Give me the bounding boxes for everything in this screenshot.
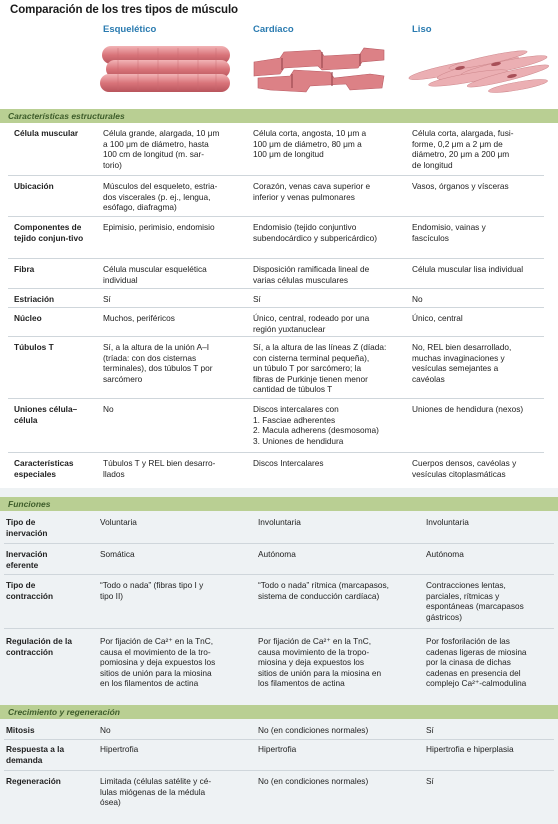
cell-skeletal: Túbulos T y REL bien desarro- llados xyxy=(103,458,216,479)
cell-smooth: Endomisio, vainas y fascículos xyxy=(412,222,486,243)
row-label: Núcleo xyxy=(14,313,42,323)
divider xyxy=(8,175,544,176)
row-label: Ubicación xyxy=(14,181,54,191)
divider xyxy=(4,739,554,740)
cell-smooth: Sí xyxy=(426,776,434,786)
divider xyxy=(4,770,554,771)
cell-cardiac: Sí, a la altura de las líneas Z (díada: con cisterna terminal pequeña), un túbulo T por sarcómero; la fibras de Purkinje tienen menor cantidad de túbulos T xyxy=(253,342,387,394)
divider xyxy=(4,543,554,544)
cell-skeletal: Célula grande, alargada, 10 μm a 100 μm de diámetro, hasta 100 cm de longitud (m. sar- torio) xyxy=(103,128,220,170)
cell-smooth: No xyxy=(412,294,423,304)
cell-smooth: Sí xyxy=(426,725,434,735)
cell-cardiac: Autónoma xyxy=(258,549,296,559)
page-title: Comparación de los tres tipos de músculo xyxy=(10,4,238,16)
cell-cardiac: Por fijación de Ca²⁺ en la TnC, causa movimiento de la tropo- miosina y deja expuestos los sitios de unión para la miosina en los filamentos de actina xyxy=(258,636,382,688)
row-label: Regeneración xyxy=(6,776,61,786)
cell-smooth: Contracciones lentas, parciales, rítmicas y espontáneas (marcapasos gástricos) xyxy=(426,580,524,622)
cell-smooth: Célula corta, alargada, fusi- forme, 0,2 μm a 2 μm de diámetro, 20 μm a 200 μm de longitud xyxy=(412,128,514,170)
row-label: Célula muscular xyxy=(14,128,79,138)
row-label: Regulación de la contracción xyxy=(6,636,72,657)
cell-cardiac: Disposición ramificada lineal de varias células musculares xyxy=(253,264,370,285)
row-label: Respuesta a la demanda xyxy=(6,744,65,765)
divider xyxy=(8,336,544,337)
divider xyxy=(4,628,554,629)
row-label: Fibra xyxy=(14,264,35,274)
divider xyxy=(8,307,544,308)
cell-skeletal: Muchos, periféricos xyxy=(103,313,175,323)
cell-skeletal: No xyxy=(100,725,111,735)
divider xyxy=(8,452,544,453)
column-header-smooth: Liso xyxy=(412,24,432,35)
cell-smooth: Por fosforilación de las cadenas ligeras de miosina por la cinasa de dichas cadenas en presencia del complejo Ca²⁺-calmodulina xyxy=(426,636,527,688)
cell-skeletal: No xyxy=(103,404,114,414)
row-label: Características especiales xyxy=(14,458,74,479)
cell-smooth: Cuerpos densos, cavéolas y vesículas citoplasmáticas xyxy=(412,458,517,479)
cell-cardiac: Discos intercalares con 1. Fasciae adherentes 2. Macula adherens (desmosoma) 3. Uniones de hendidura xyxy=(253,404,379,446)
cell-skeletal: Hipertrofia xyxy=(100,744,139,754)
divider xyxy=(8,288,544,289)
cell-cardiac: Involuntaria xyxy=(258,517,301,527)
row-label: Inervación eferente xyxy=(6,549,48,570)
cell-skeletal: “Todo o nada” (fibras tipo I y tipo II) xyxy=(100,580,204,601)
cell-cardiac: Único, central, rodeado por una región yuxtanuclear xyxy=(253,313,370,334)
cell-cardiac: No (en condiciones normales) xyxy=(258,725,369,735)
cell-cardiac: Hipertrofia xyxy=(258,744,297,754)
section-growth: Crecimiento y regeneración xyxy=(0,705,558,719)
divider xyxy=(8,216,544,217)
divider xyxy=(8,258,544,259)
cell-skeletal: Sí xyxy=(103,294,111,304)
cell-smooth: Involuntaria xyxy=(426,517,469,527)
cell-cardiac: No (en condiciones normales) xyxy=(258,776,369,786)
cell-smooth: Uniones de hendidura (nexos) xyxy=(412,404,524,414)
cell-smooth: Vasos, órganos y vísceras xyxy=(412,181,509,191)
column-header-skeletal: Esquelético xyxy=(103,24,157,35)
section-structural: Características estructurales xyxy=(0,109,558,123)
row-label: Uniones célula–célula xyxy=(14,404,78,425)
divider xyxy=(4,574,554,575)
section-functions: Funciones xyxy=(0,497,558,511)
cell-smooth: Célula muscular lisa individual xyxy=(412,264,524,274)
cardiac-muscle-illustration xyxy=(250,40,388,98)
cell-cardiac: Endomisio (tejido conjuntivo subendocárdico y subpericárdico) xyxy=(253,222,378,243)
row-label: Tipo de contracción xyxy=(6,580,54,601)
cell-cardiac: Célula corta, angosta, 10 μm a 100 μm de diámetro, 80 μm a 100 μm de longitud xyxy=(253,128,367,159)
row-label: Componentes de tejido conjun-tivo xyxy=(14,222,84,243)
cell-skeletal: Limitada (células satélite y cé- lulas miógenas de la médula ósea) xyxy=(100,776,212,807)
cell-cardiac: Corazón, venas cava superior e inferior y venas pulmonares xyxy=(253,181,371,202)
cell-skeletal: Célula muscular esquelética individual xyxy=(103,264,207,285)
smooth-muscle-illustration xyxy=(408,40,554,98)
cell-cardiac: Discos Intercalares xyxy=(253,458,324,468)
divider xyxy=(8,398,544,399)
row-label: Tipo de inervación xyxy=(6,517,48,538)
cell-skeletal: Voluntaria xyxy=(100,517,137,527)
cell-skeletal: Sí, a la altura de la unión A–I (tríada: con dos cisternas terminales), dos túbulos T por sarcómero xyxy=(103,342,213,384)
cell-skeletal: Somática xyxy=(100,549,135,559)
cell-smooth: Hipertrofia e hiperplasia xyxy=(426,744,514,754)
cell-smooth: Autónoma xyxy=(426,549,464,559)
row-label: Estriación xyxy=(14,294,55,304)
cell-skeletal: Músculos del esqueleto, estria- dos viscerales (p. ej., lengua, esófago, diafragma) xyxy=(103,181,218,212)
cell-cardiac: “Todo o nada” rítmica (marcapasos, sistema de conducción cardíaca) xyxy=(258,580,389,601)
cell-smooth: Único, central xyxy=(412,313,463,323)
cell-skeletal: Epimisio, perimisio, endomisio xyxy=(103,222,215,232)
row-label: Túbulos T xyxy=(14,342,54,352)
skeletal-muscle-illustration xyxy=(98,40,236,98)
row-label: Mitosis xyxy=(6,725,35,735)
cell-cardiac: Sí xyxy=(253,294,261,304)
column-header-cardiac: Cardíaco xyxy=(253,24,294,35)
cell-skeletal: Por fijación de Ca²⁺ en la TnC, causa el movimiento de la tro- pomiosina y deja expuestos los sitios de unión para la miosina en los filamentos de actina xyxy=(100,636,216,688)
cell-smooth: No, REL bien desarrollado, muchas invaginaciones y vesículas semejantes a cavéolas xyxy=(412,342,512,384)
